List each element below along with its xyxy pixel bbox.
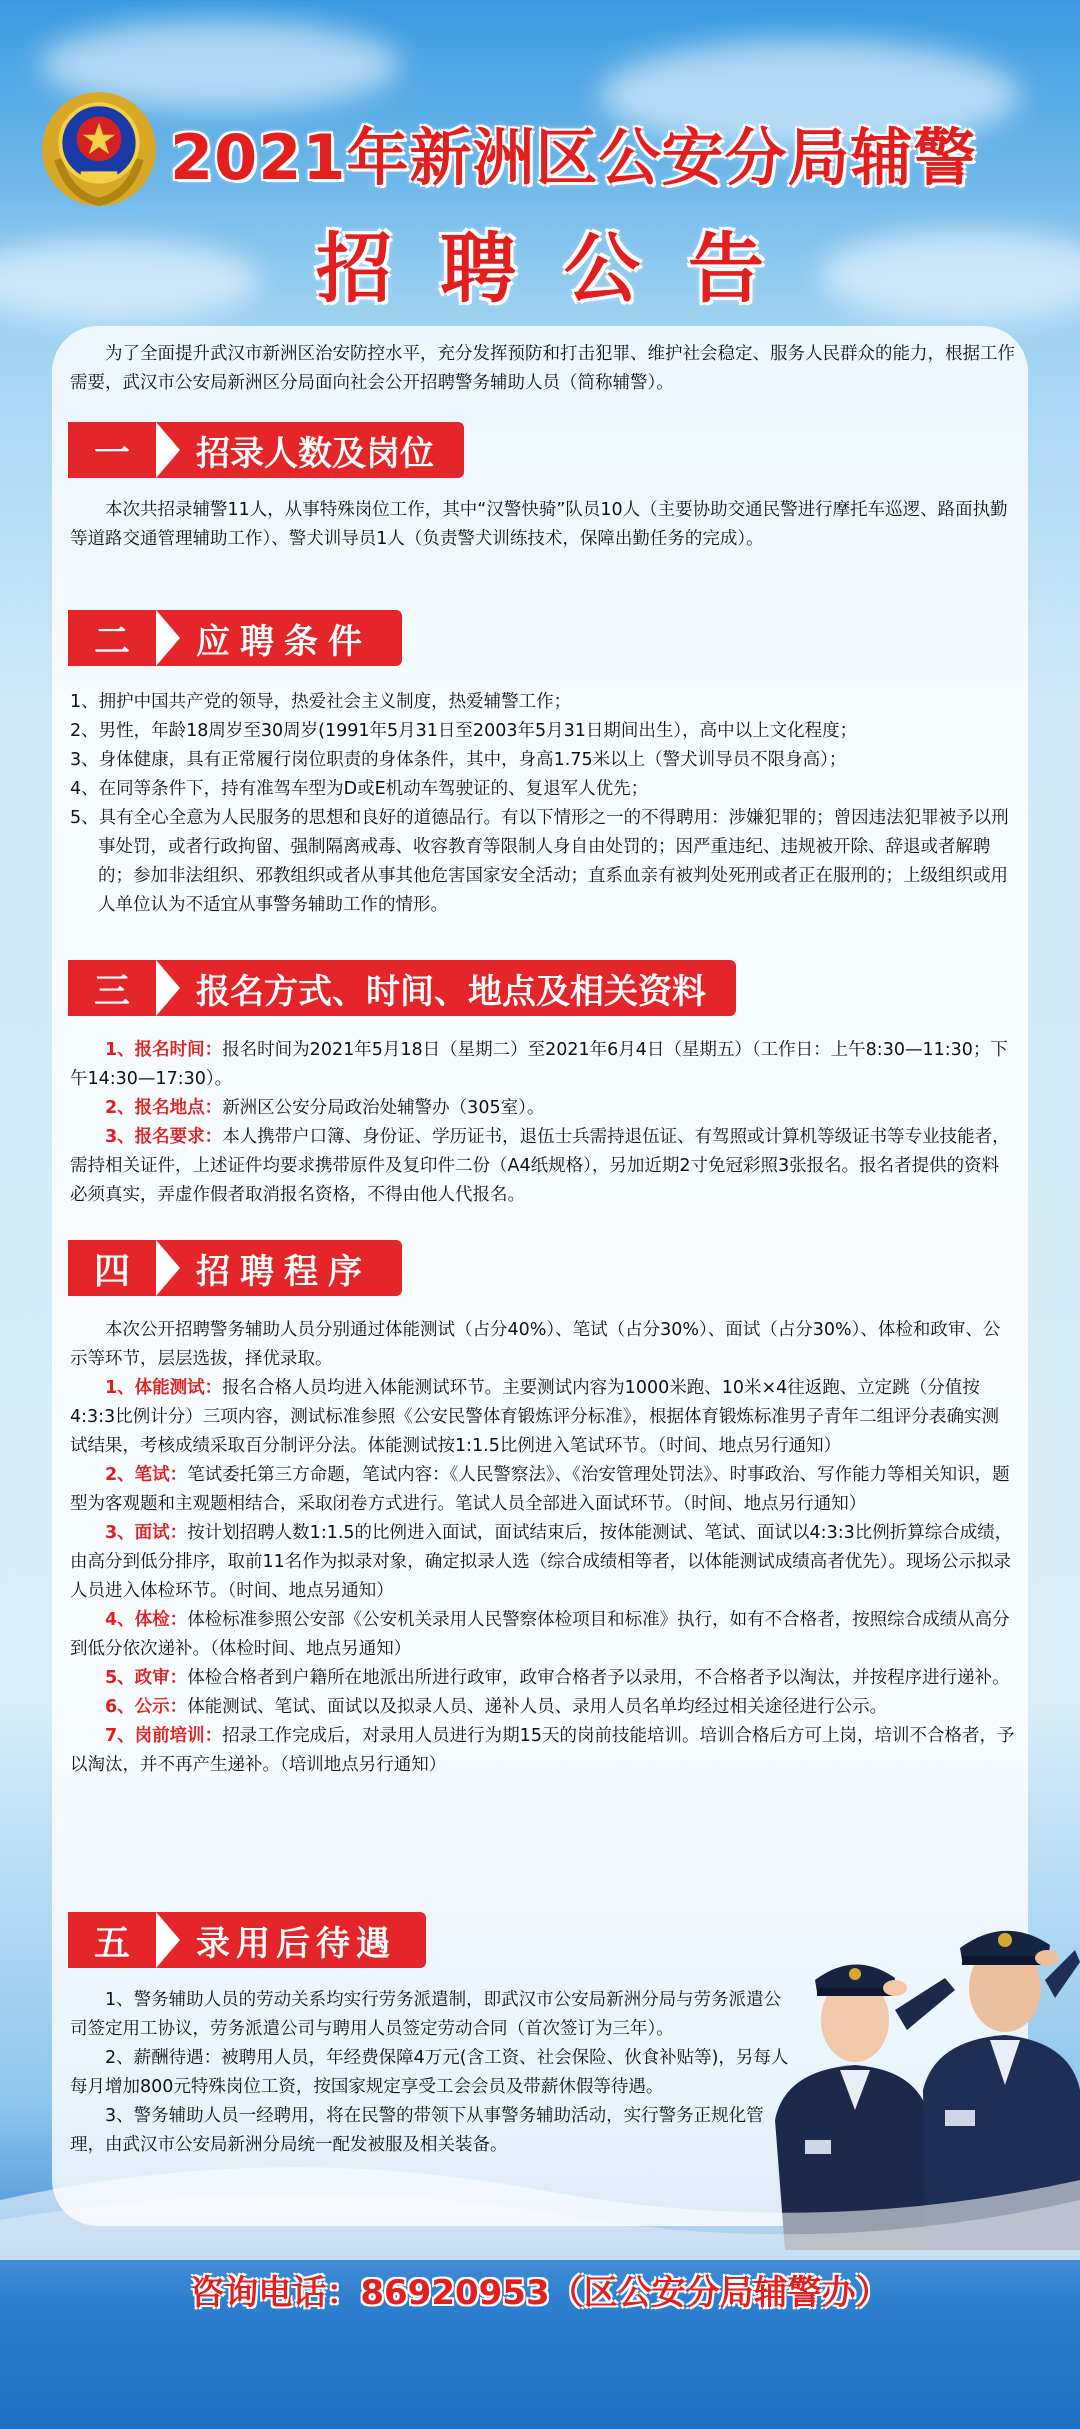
list-item xyxy=(70,1519,1015,1606)
list-item xyxy=(70,1664,1015,1693)
item-label: 3、面试： xyxy=(105,1523,188,1543)
section-4-list xyxy=(70,1316,1015,1780)
item-text: 体检合格者到户籍所在地派出所进行政审，政审合格者予以录用，不合格者予以淘汰，并按程序进行递补。 xyxy=(187,1668,1010,1688)
item-label: 4、体检： xyxy=(105,1610,188,1630)
item-text: 招录工作完成后，对录用人员进行为期15天的岗前技能培训。培训合格后方可上岗，培训不合格者，予以淘汰，并不再产生递补。（培训地点另行通知） xyxy=(70,1726,1015,1775)
section-number: 一 xyxy=(68,422,156,478)
section-banner-4 xyxy=(68,1240,402,1296)
list-item xyxy=(70,1693,1015,1722)
item-label: 7、岗前培训： xyxy=(105,1726,223,1746)
section-title: 应聘条件 xyxy=(184,610,402,666)
section-title: 招聘程序 xyxy=(184,1240,402,1296)
section-number: 三 xyxy=(68,960,156,1016)
section-banner-1 xyxy=(68,422,464,478)
list-item xyxy=(70,1123,1015,1210)
bottom-wave-decoration xyxy=(0,2140,1080,2260)
list-item: 2、男性，年龄18周岁至30周岁(1991年5月31日至2003年5月31日期间出生），高中以上文化程度； xyxy=(70,721,858,741)
section-banner-5 xyxy=(68,1912,426,1968)
list-item: 4、在同等条件下，持有准驾车型为D或E机动车驾驶证的、复退军人优先； xyxy=(70,779,649,799)
item-text: 新洲区公安分局政治处辅警办（305室）。 xyxy=(222,1098,545,1118)
list-item xyxy=(70,1606,1015,1664)
title-line-1: 2021年新洲区公安分局辅警 xyxy=(170,121,977,194)
chevron-icon xyxy=(156,1240,184,1296)
paragraph: 2、薪酬待遇：被聘用人员，年经费保障4万元(含工资、社会保险、伙食补贴等)，另每人每月增加800元特殊岗位工资，按国家规定享受工会会员及带薪休假等待遇。 xyxy=(70,2048,789,2097)
section-title: 招录人数及岗位 xyxy=(184,422,464,478)
paragraph: 3、警务辅助人员一经聘用，将在民警的带领下从事警务辅助活动，实行警务正规化管理，由武汉市公安局新洲分局统一配发被服及相关装备。 xyxy=(70,2106,764,2155)
section-4-intro: 本次公开招聘警务辅助人员分别通过体能测试（占分40%）、笔试（占分30%）、面试（占分30%）、体检和政审、公示等环节，层层选拔，择优录取。 xyxy=(70,1320,1001,1369)
chevron-icon xyxy=(156,1912,184,1968)
item-label: 2、笔试： xyxy=(105,1465,188,1485)
item-label: 6、公示： xyxy=(105,1697,188,1717)
list-item xyxy=(70,1036,1015,1094)
section-number: 五 xyxy=(68,1912,156,1968)
chevron-icon xyxy=(156,960,184,1016)
list-item xyxy=(70,1094,1015,1123)
section-title: 报名方式、时间、地点及相关资料 xyxy=(184,960,736,1016)
list-item xyxy=(70,1722,1015,1780)
list-item xyxy=(70,1461,1015,1519)
list-item: 5、具有全心全意为人民服务的思想和良好的道德品行。有以下情形之一的不得聘用：涉嫌犯罪的；曾因违法犯罪被予以刑事处罚，或者行政拘留、强制隔离戒毒、收容教育等限制人身自由处罚的；因严重违纪、违规被开除、辞退或者解聘的；参加非法组织、邪教组织或者从事其他危害国家安全活动；直系血亲有被判处死刑或者正在服刑的；上级组织或用人单位认为不适宜从事警务辅助工作的情形。 xyxy=(70,808,1009,915)
item-label: 1、报名时间： xyxy=(105,1040,223,1060)
section-5-text xyxy=(70,1986,790,2160)
item-text: 体能测试、笔试、面试以及拟录人员、递补人员、录用人员名单均经过相关途径进行公示。 xyxy=(187,1697,888,1717)
section-3-list xyxy=(70,1036,1015,1210)
section-banner-2 xyxy=(68,610,402,666)
chevron-icon xyxy=(156,422,184,478)
list-item xyxy=(70,1374,1015,1461)
chevron-icon xyxy=(156,610,184,666)
title-line-2: 招聘公告 xyxy=(316,224,812,313)
intro-paragraph: 为了全面提升武汉市新洲区治安防控水平，充分发挥预防和打击犯罪、维护社会稳定、服务人民群众的能力，根据工作需要，武汉市公安局新洲区分局面向社会公开招聘警务辅助人员（简称辅警）。 xyxy=(70,344,1015,393)
police-emblem-icon xyxy=(38,88,160,210)
item-text: 体检标准参照公安部《公安机关录用人民警察体检项目和标准》执行，如有不合格者，按照综合成绩从高分到低分依次递补。（体检时间、地点另通知） xyxy=(70,1610,1010,1659)
section-title: 录用后待遇 xyxy=(184,1912,426,1968)
section-2-list xyxy=(70,688,1015,920)
item-text: 报名时间为2021年5月18日（星期二）至2021年6月4日（星期五）（工作日：上午8:30—11:30；下午14:30—17:30）。 xyxy=(70,1040,1008,1089)
item-text: 报名合格人员均进入体能测试环节。主要测试内容为1000米跑、10米×4往返跑、立定跳（分值按4:3:3比例计分）三项内容，测试标准参照《公安民警体育锻炼评分标准》，根据体育锻炼标准男子青年二组评分表确实测试结果，考核成绩采取百分制评分法。体能测试按1:1.5比例进入笔试环节。（时间、地点另行通知） xyxy=(70,1378,999,1456)
section-number: 四 xyxy=(68,1240,156,1296)
item-text: 按计划招聘人数1:1.5的比例进入面试，面试结束后，按体能测试、笔试、面试以4:3:3比例折算综合成绩，由高分到低分排序，取前11名作为拟录对象，确定拟录人选（综合成绩相等者，以体能测试成绩高者优先）。现场公示拟录人员进入体检环节。（时间、地点另通知） xyxy=(70,1523,1013,1601)
contact-phone: 咨询电话：86920953（区公安分局辅警办） xyxy=(190,2273,890,2313)
list-item: 1、拥护中国共产党的领导，热爱社会主义制度，热爱辅警工作； xyxy=(70,692,572,712)
item-label: 3、报名要求： xyxy=(105,1127,223,1147)
item-text: 笔试委托第三方命题，笔试内容：《人民警察法》、《治安管理处罚法》、时事政治、写作能力等相关知识，题型为客观题和主观题相结合，采取闭卷方式进行。笔试人员全部进入面试环节。（时间、地点另行通知） xyxy=(70,1465,1010,1514)
list-item: 3、身体健康，具有正常履行岗位职责的身体条件，其中，身高1.75米以上（警犬训导员不限身高）； xyxy=(70,750,847,770)
item-text: 本人携带户口簿、身份证、学历证书，退伍士兵需持退伍证、有驾照或计算机等级证书等专业技能者，需持相关证件，上述证件均要求携带原件及复印件二份（A4纸规格），另加近期2寸免冠彩照3张报名。报名者提供的资料必须真实，弄虚作假者取消报名资格，不得由他人代报名。 xyxy=(70,1127,1010,1205)
item-label: 1、体能测试： xyxy=(105,1378,223,1398)
section-number: 二 xyxy=(68,610,156,666)
item-label: 2、报名地点： xyxy=(105,1098,223,1118)
section-banner-3 xyxy=(68,960,736,1016)
item-label: 5、政审： xyxy=(105,1668,188,1688)
header xyxy=(0,0,1080,320)
paragraph: 1、警务辅助人员的劳动关系均实行劳务派遣制，即武汉市公安局新洲分局与劳务派遣公司签定用工协议，劳务派遣公司与聘用人员签定劳动合同（首次签订为三年）。 xyxy=(70,1990,782,2039)
section-1-text: 本次共招录辅警11人，从事特殊岗位工作，其中“汉警快骑”队员10人（主要协助交通民警进行摩托车巡逻、路面执勤等道路交通管理辅助工作）、警犬训导员1人（负责警犬训练技术，保障出勤任务的完成）。 xyxy=(70,500,1008,549)
